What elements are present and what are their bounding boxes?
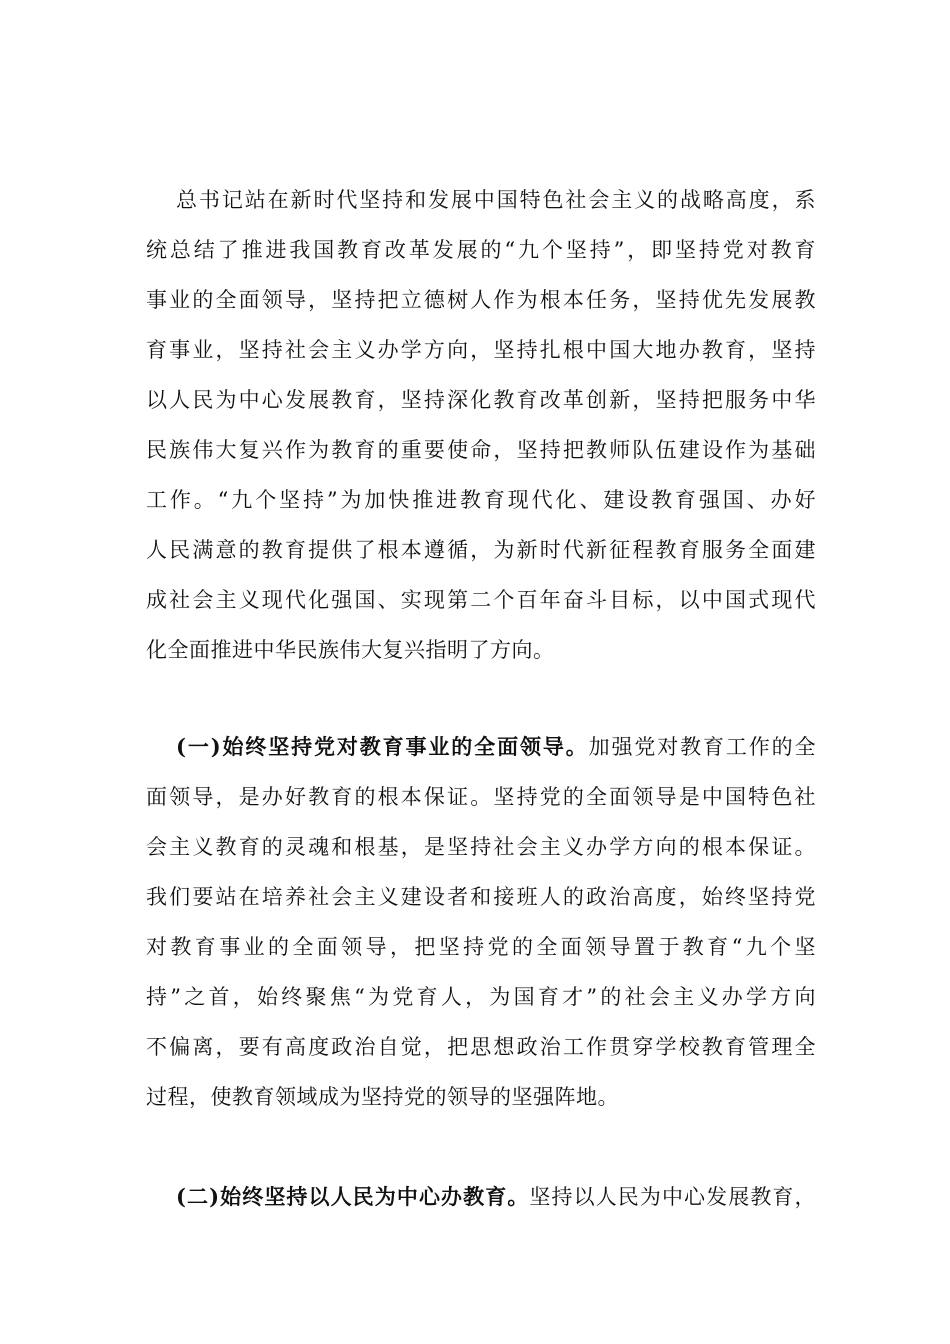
paragraph-section-2 (146, 1172, 816, 1222)
paragraph-line: 工作。“九个坚持”为加快推进教育现代化、建设教育强国、办好 (146, 488, 816, 512)
paragraph-line: 对教育事业的全面领导，把坚持党的全面领导置于教育“九个坚 (146, 935, 816, 959)
paragraph-line: 统总结了推进我国教育改革发展的“九个坚持”，即坚持党对教育 (146, 238, 816, 262)
paragraph-line: 面领导，是办好教育的根本保证。坚持党的全面领导是中国特色社 (146, 785, 816, 809)
paragraph-line: 成社会主义现代化强国、实现第二个百年奋斗目标，以中国式现代 (146, 588, 816, 612)
section-first-line (146, 722, 816, 772)
paragraph-line: 我们要站在培养社会主义建设者和接班人的政治高度，始终坚持党 (146, 885, 816, 909)
paragraph-line: 化全面推进中华民族伟大复兴指明了方向。 (146, 638, 555, 662)
paragraph-line: 以人民为中心发展教育，坚持深化教育改革创新，坚持把服务中华 (146, 388, 816, 412)
section-first-line-text: 坚持以人民为中心发展教育， (529, 1185, 817, 1209)
section-first-line-text: 加强党对教育工作的全 (588, 735, 817, 759)
paragraph-line: 育事业，坚持社会主义办学方向，坚持扎根中国大地办教育，坚持 (146, 338, 816, 362)
paragraph-intro (146, 175, 816, 675)
paragraph-section-1 (146, 722, 816, 1122)
paragraph-line: 人民满意的教育提供了根本遵循，为新时代新征程教育服务全面建 (146, 538, 816, 562)
section-heading: (一)始终坚持党对教育事业的全面领导。 (176, 734, 589, 759)
section-heading: (二)始终坚持以人民为中心办教育。 (176, 1184, 530, 1209)
paragraph-line: 会主义教育的灵魂和根基，是坚持社会主义办学方向的根本保证。 (146, 835, 816, 859)
section-first-line (146, 1172, 816, 1222)
paragraph-line: 事业的全面领导，坚持把立德树人作为根本任务，坚持优先发展教 (146, 288, 816, 312)
paragraph-line: 民族伟大复兴作为教育的重要使命，坚持把教师队伍建设作为基础 (146, 438, 816, 462)
paragraph-line: 总书记站在新时代坚持和发展中国特色社会主义的战略高度，系 (176, 188, 816, 212)
paragraph-line: 不偏离，要有高度政治自觉，把思想政治工作贯穿学校教育管理全 (146, 1035, 816, 1059)
paragraph-line: 过程，使教育领域成为坚持党的领导的坚强阵地。 (146, 1085, 619, 1109)
paragraph-line: 持”之首，始终聚焦“为党育人，为国育才”的社会主义办学方向 (146, 985, 816, 1009)
